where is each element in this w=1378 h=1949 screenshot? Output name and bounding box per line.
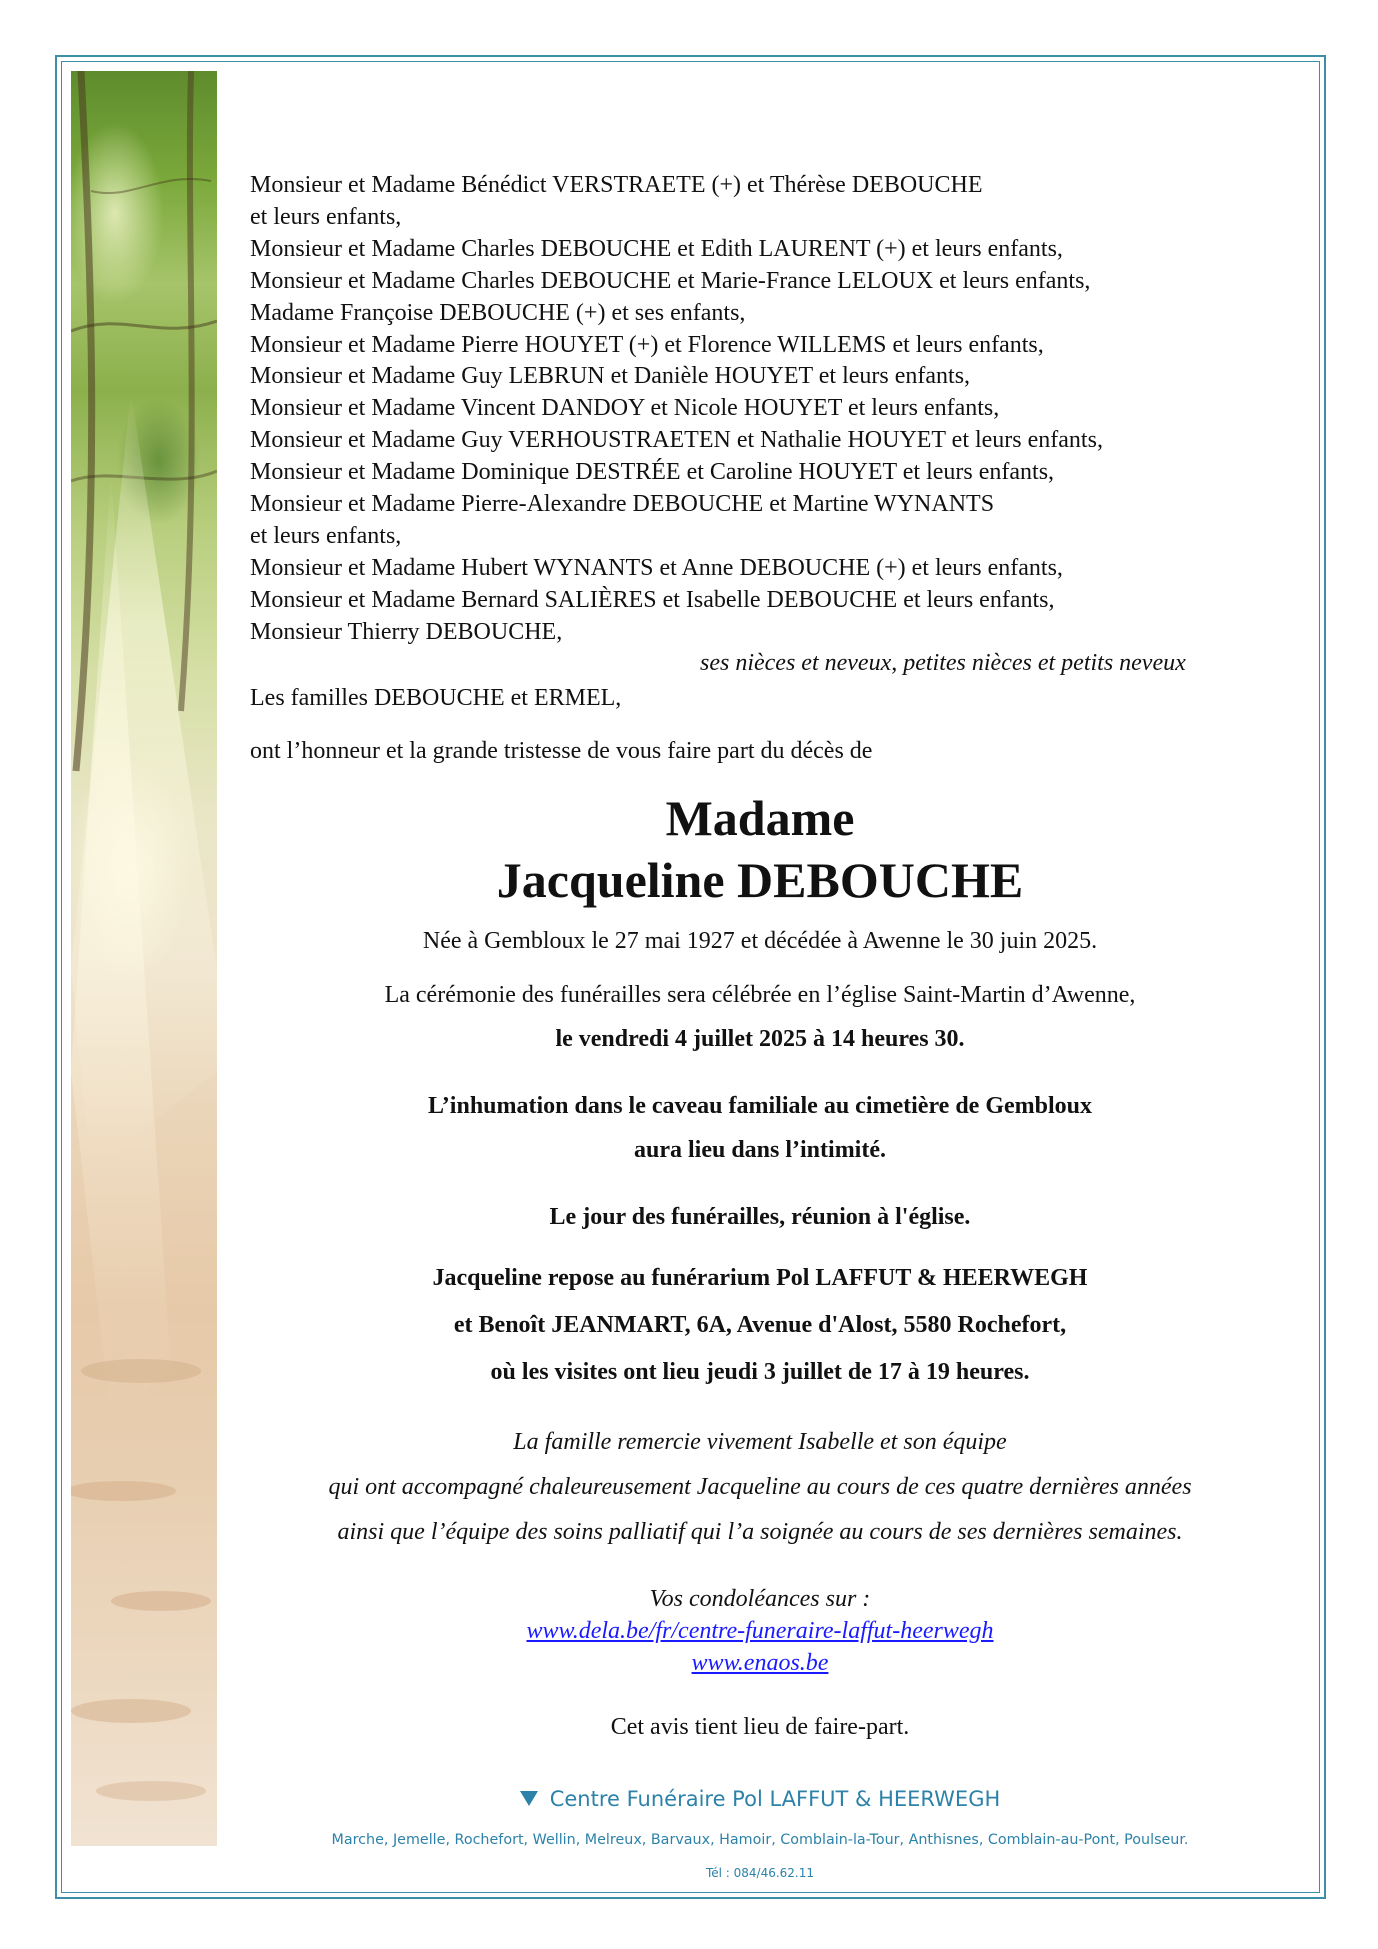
family-line: Monsieur et Madame Pierre-Alexandre DEBOUCHE et Martine WYNANTS	[250, 491, 995, 518]
condolences-link-enaos[interactable]: www.enaos.be	[691, 1650, 829, 1676]
family-line: Monsieur et Madame Vincent DANDOY et Nicole HOUYET et leurs enfants,	[250, 395, 1000, 422]
burial-line-2: aura lieu dans l’intimité.	[633, 1137, 886, 1163]
nieces-nephews-line: ses nièces et neveux, petites nièces et petits neveux	[700, 650, 1186, 676]
condolences-link-row-1	[250, 1618, 1270, 1645]
announcement-content	[250, 0, 1270, 1949]
family-line: Monsieur et Madame Bénédict VERSTRAETE (+) et Thérèse DEBOUCHE	[250, 172, 983, 198]
thanks-line-2: qui ont accompagné chaleureusement Jacqueline au cours de ces quatre dernières années	[328, 1474, 1192, 1500]
ceremony-line-2: le vendredi 4 juillet 2025 à 14 heures 30.	[555, 1026, 965, 1052]
other-families-line: Les familles DEBOUCHE et ERMEL,	[250, 685, 622, 711]
deceased-name: Jacqueline DEBOUCHE	[496, 852, 1024, 908]
birth-death-dates: Née à Gembloux le 27 mai 1927 et décédée à Awenne le 30 juin 2025.	[422, 928, 1098, 954]
family-line: Monsieur et Madame Charles DEBOUCHE et Edith LAURENT (+) et leurs enfants,	[250, 235, 1063, 262]
triangle-down-icon	[520, 1791, 538, 1806]
deceased-title: Madame	[665, 790, 855, 846]
funeral-home-label: Centre Funéraire Pol LAFFUT & HEERWEGH	[549, 1787, 1001, 1811]
funeral-home-name	[250, 1787, 1270, 1811]
reunion-line: Le jour des funérailles, réunion à l'église.	[549, 1204, 971, 1230]
family-line: Monsieur et Madame Guy LEBRUN et Danièle HOUYET et leurs enfants,	[250, 363, 971, 390]
family-line: Madame Françoise DEBOUCHE (+) et ses enfants,	[250, 299, 746, 326]
repose-line-1: Jacqueline repose au funérarium Pol LAFFUT & HEERWEGH	[432, 1265, 1088, 1291]
burial-line-1: L’inhumation dans le caveau familiale au cimetière de Gembloux	[428, 1093, 1092, 1119]
family-line: Monsieur et Madame Dominique DESTRÉE et Caroline HOUYET et leurs enfants,	[250, 459, 1055, 486]
family-line: Monsieur et Madame Guy VERHOUSTRAETEN et Nathalie HOUYET et leurs enfants,	[250, 427, 1103, 454]
family-line: Monsieur et Madame Hubert WYNANTS et Anne DEBOUCHE (+) et leurs enfants,	[250, 554, 1063, 581]
thanks-line-1: La famille remercie vivement Isabelle et son équipe	[513, 1429, 1007, 1455]
thanks-line-3: ainsi que l’équipe des soins palliatif qui l’a soignée au cours de ses dernières semaines.	[337, 1519, 1183, 1545]
ceremony-line-1: La cérémonie des funérailles sera célébrée en l’église Saint-Martin d’Awenne,	[384, 982, 1136, 1008]
funeral-home-towns: Marche, Jemelle, Rochefort, Wellin, Melreux, Barvaux, Hamoir, Comblain-la-Tour, Anthisnes, Comblain-au-Pont, Poulseur.	[331, 1832, 1189, 1848]
forest-illustration	[71, 71, 217, 1846]
family-line: Monsieur et Madame Bernard SALIÈRES et Isabelle DEBOUCHE et leurs enfants,	[250, 586, 1055, 613]
notice-line: Cet avis tient lieu de faire-part.	[610, 1714, 910, 1740]
announcement-line: ont l’honneur et la grande tristesse de vous faire part du décès de	[250, 738, 873, 764]
family-line: Monsieur et Madame Charles DEBOUCHE et Marie-France LELOUX et leurs enfants,	[250, 267, 1091, 294]
repose-line-3: où les visites ont lieu jeudi 3 juillet de 17 à 19 heures.	[490, 1359, 1030, 1385]
family-line: et leurs enfants,	[250, 203, 402, 230]
family-line: Monsieur et Madame Pierre HOUYET (+) et Florence WILLEMS et leurs enfants,	[250, 331, 1044, 358]
family-line: et leurs enfants,	[250, 522, 402, 549]
funeral-home-phone: Tél : 084/46.62.11	[705, 1866, 815, 1880]
repose-line-2: et Benoît JEANMART, 6A, Avenue d'Alost, 5580 Rochefort,	[453, 1312, 1067, 1338]
forest-path-image	[71, 71, 217, 1846]
condolences-link-dela[interactable]: www.dela.be/fr/centre-funeraire-laffut-heerwegh	[526, 1618, 994, 1644]
condolences-link-row-2	[250, 1650, 1270, 1677]
condolences-label: Vos condoléances sur :	[649, 1586, 871, 1612]
family-line: Monsieur Thierry DEBOUCHE,	[250, 618, 563, 645]
family-list	[250, 170, 1103, 649]
